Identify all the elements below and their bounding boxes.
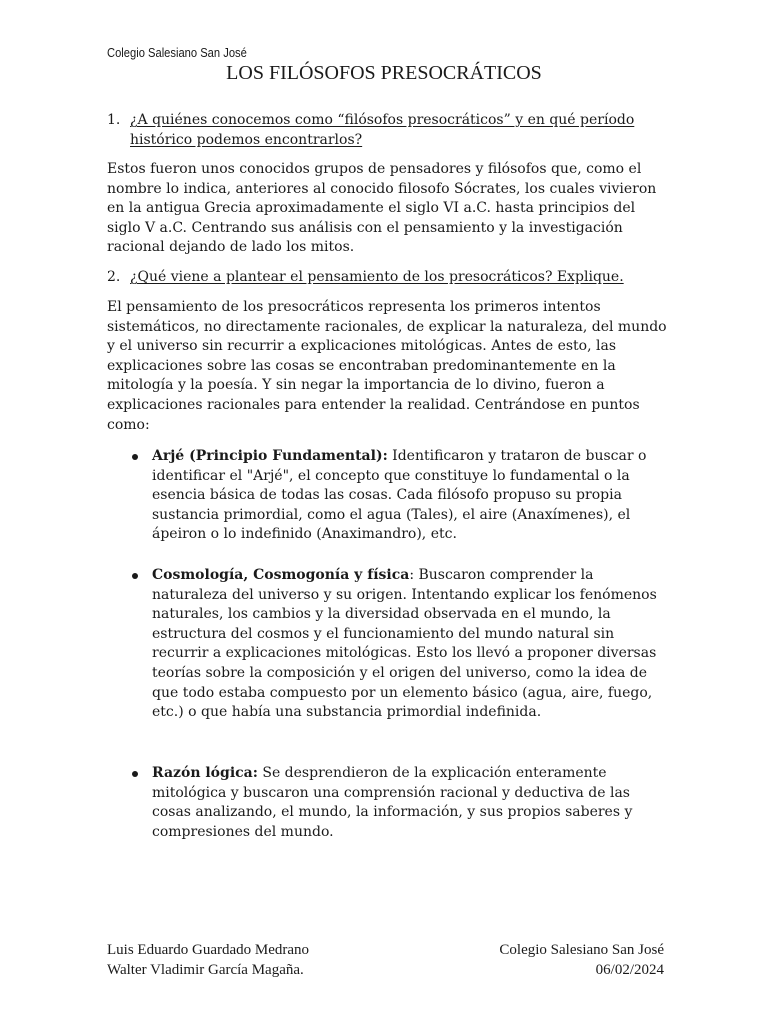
footer-author-1: Luis Eduardo Guardado Medrano (107, 942, 310, 958)
bullet-text: : Buscaron comprender la naturaleza del universo y su origen. Intentando explicar los fenómenos naturales, los cambios y la diversidad observada en el mundo, la estructura del cosmos y el funcionamiento del mundo natural sin recurrir a explicaciones mitológicas. Esto los llevó a proponer diversas teorías sobre la composición y el origen del universo, como la idea de que todo estaba compuesto por un elemento básico (agua, aire, fuego, etc.) o que había una substancia primordial indefinida. (152, 567, 657, 721)
question-2 (107, 268, 690, 288)
bullet-dot-icon (132, 771, 138, 777)
bullet-item-arje (152, 447, 662, 545)
question-1 (107, 111, 690, 150)
bullet-dot-icon (132, 454, 138, 460)
bullet-list (152, 764, 662, 842)
footer-authors (107, 940, 331, 980)
question-1-text: ¿A quiénes conocemos como “filósofos presocráticos” y en qué período histórico podemos encontrarlos? (130, 112, 635, 148)
document-title: LOS FILÓSOFOS PRESOCRÁTICOS (226, 62, 542, 84)
bullet-term: Cosmología, Cosmogonía y física (152, 567, 410, 583)
question-1-number: 1. (107, 112, 121, 128)
bullet-list (152, 447, 662, 545)
school-header: Colegio Salesiano San José (107, 45, 247, 60)
question-2-number: 2. (107, 269, 121, 285)
footer-school: Colegio Salesiano San José (499, 942, 664, 958)
answer-2: El pensamiento de los presocráticos representa los primeros intentos sistemáticos, no directamente racionales, de explicar la naturaleza, del mundo y el universo sin recurrir a explicaciones mitológicas. Antes de esto, las explicaciones sobre las cosas se encontraban predominantemente en la mitología y la poesía. Y sin negar la importancia de lo divino, fueron a explicaciones racionales para entender la realidad. Centrándose en puntos como: (107, 299, 667, 433)
bullet-text: Identificaron y trataron de buscar o identificar el "Arjé", el concepto que constituye lo fundamental o la esencia básica de todas las cosas. Cada filósofo propuso su propia sustancia primordial, como el agua (Tales), el aire (Anaxímenes), el ápeiron o lo indefinido (Anaximandro), etc. (152, 448, 647, 543)
footer-author-2: Walter Vladimir García Magaña. (107, 962, 304, 978)
footer-school-date (440, 940, 664, 980)
bullet-list (152, 566, 662, 723)
bullet-item-cosmologia (152, 566, 662, 723)
bullet-term: Arjé (Principio Fundamental): (152, 448, 388, 464)
bullet-text: Se desprendieron de la explicación enteramente mitológica y buscaron una comprensión racional y deductiva de las cosas analizando, el mundo, la información, y sus propios saberes y compresiones del mundo. (152, 765, 633, 840)
footer-date: 06/02/2024 (595, 962, 664, 978)
answer-1: Estos fueron unos conocidos grupos de pensadores y filósofos que, como el nombre lo indica, anteriores al conocido filosofo Sócrates, los cuales vivieron en la antigua Grecia aproximadamente el siglo VI a.C. hasta principios del siglo V a.C. Centrando sus análisis con el pensamiento y la investigación racional dejando de lado los mitos. (107, 161, 657, 256)
bullet-dot-icon (132, 573, 138, 579)
bullet-item-razon (152, 764, 662, 842)
bullet-term: Razón lógica: (152, 765, 258, 781)
question-2-text: ¿Qué viene a plantear el pensamiento de los presocráticos? Explique. (130, 269, 624, 285)
